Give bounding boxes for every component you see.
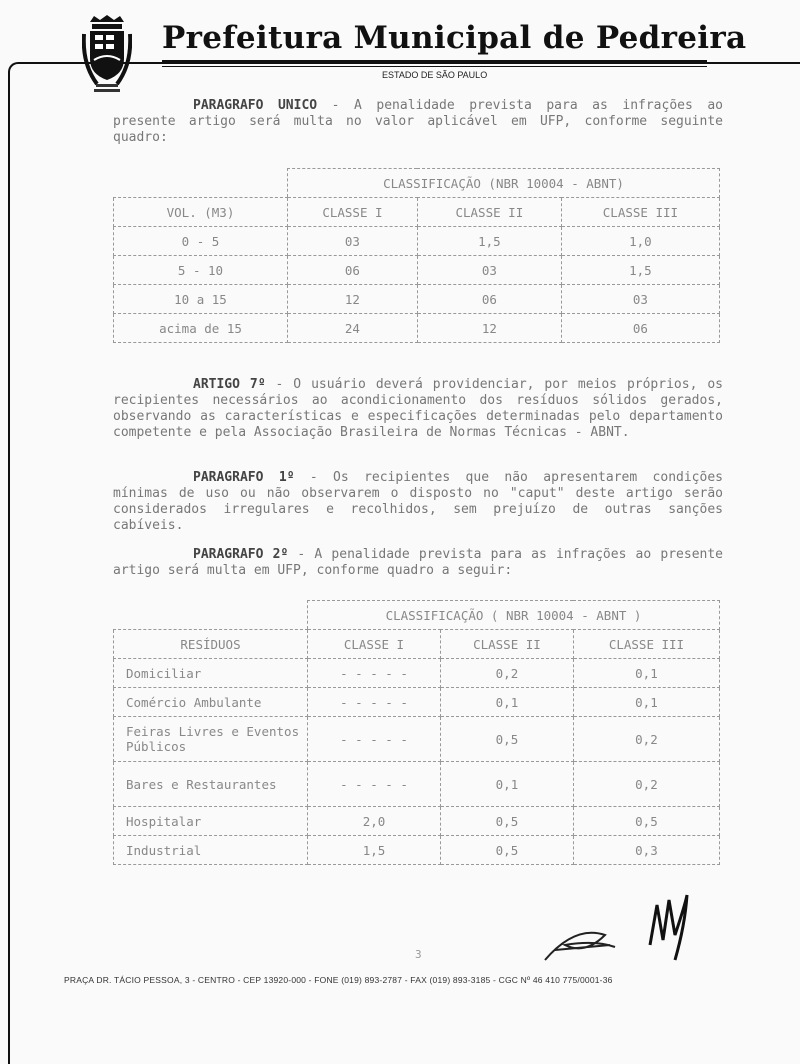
column-header: CLASSE I [288,198,418,227]
cell: 0,1 [573,659,719,688]
table-classification-row [114,601,720,630]
cell: 1,5 [561,256,719,285]
cell: 06 [561,314,719,343]
table-row [114,659,720,688]
cell: Domiciliar [114,659,308,688]
cell: 0,5 [573,807,719,836]
table-header-row [114,630,720,659]
cell: Feiras Livres e Eventos Públicos [114,717,308,762]
penalty-table-residues [113,600,720,865]
paragrafo-2 [113,547,723,579]
artigo-7 [113,377,723,441]
paragrafo-2-label: PARAGRAFO 2º [193,547,289,562]
header-title: Prefeitura Municipal de Pedreira [162,20,747,56]
table-row [114,762,720,807]
cell: Hospitalar [114,807,308,836]
header-rule [162,60,707,64]
cell: acima de 15 [114,314,288,343]
paragrafo-2-text: - A penalidade prevista para as infrações ao presente artigo será multa em UFP, conforme quadro a seguir: [113,547,723,578]
cell: 03 [288,227,418,256]
cell: 10 a 15 [114,285,288,314]
cell: 0,3 [573,836,719,865]
cell: 03 [561,285,719,314]
column-header: RESÍDUOS [114,630,308,659]
cell: 24 [288,314,418,343]
artigo-7-text: - O usuário deverá providenciar, por meios próprios, os recipientes necessários ao acondicionamento dos resíduos sólidos gerados, observando as características e especificações determinadas pelo departamento competente e pela Associação Brasileira de Normas Técnicas - ABNT. [113,377,723,440]
cell: - - - - - [308,762,441,807]
cell: 06 [288,256,418,285]
header-rule-thin [162,66,707,67]
cell: Industrial [114,836,308,865]
paragrafo-unico [113,98,723,146]
cell: 0,1 [440,688,573,717]
cell: - - - - - [308,659,441,688]
table-row [114,256,720,285]
cell: 0,1 [573,688,719,717]
cell: 0 - 5 [114,227,288,256]
cell: 06 [417,285,561,314]
table-row [114,807,720,836]
cell: 0,5 [440,807,573,836]
cell: 12 [417,314,561,343]
cell: 0,5 [440,717,573,762]
table-row [114,836,720,865]
column-header: CLASSE III [573,630,719,659]
cell: 1,5 [308,836,441,865]
footer-address: PRAÇA DR. TÁCIO PESSOA, 3 - CENTRO - CEP 13920-000 - FONE (019) 893-2787 - FAX (019) 893-3185 - CGC Nº 46 410 775/0001-36 [64,975,613,985]
paragrafo-1-text: - Os recipientes que não apresentarem condições mínimas de uso ou não observarem o disposto no "caput" deste artigo serão considerados irregulares e recolhidos, sem prejuízo de outras sanções cabíveis. [113,470,723,533]
header-state: ESTADO DE SÃO PAULO [382,70,488,80]
table-row [114,688,720,717]
table-row [114,227,720,256]
cell: 12 [288,285,418,314]
cell: 0,2 [440,659,573,688]
artigo-7-label: ARTIGO 7º [193,377,266,392]
table-header-row [114,198,720,227]
cell: 0,2 [573,717,719,762]
paragrafo-unico-text: - A penalidade prevista para as infrações ao presente artigo será multa no valor aplicável em UFP, conforme seguinte quadro: [113,98,724,145]
table-row [114,717,720,762]
cell: Comércio Ambulante [114,688,308,717]
cell: - - - - - [308,688,441,717]
cell: Bares e Restaurantes [114,762,308,807]
table-row [114,285,720,314]
handwritten-signatures-icon [535,885,715,975]
table-classification: CLASSIFICAÇÃO ( NBR 10004 - ABNT ) [308,601,720,630]
column-header: CLASSE II [440,630,573,659]
table-classification: CLASSIFICAÇÃO (NBR 10004 - ABNT) [288,169,720,198]
page-number: 3 [415,948,422,961]
table-classification-row [114,169,720,198]
cell: 0,2 [573,762,719,807]
cell: 1,5 [417,227,561,256]
cell: 2,0 [308,807,441,836]
penalty-table-volume [113,168,720,343]
cell: 0,5 [440,836,573,865]
municipal-crest-icon [82,14,132,94]
column-header: CLASSE II [417,198,561,227]
cell: - - - - - [308,717,441,762]
cell: 0,1 [440,762,573,807]
paragrafo-1-label: PARAGRAFO 1º [193,470,295,485]
cell: 03 [417,256,561,285]
cell: 5 - 10 [114,256,288,285]
column-header: CLASSE III [561,198,719,227]
column-header: VOL. (M3) [114,198,288,227]
paragrafo-1 [113,470,723,534]
table-row [114,314,720,343]
column-header: CLASSE I [308,630,441,659]
paragrafo-unico-label: PARAGRAFO UNICO [193,98,318,113]
cell: 1,0 [561,227,719,256]
